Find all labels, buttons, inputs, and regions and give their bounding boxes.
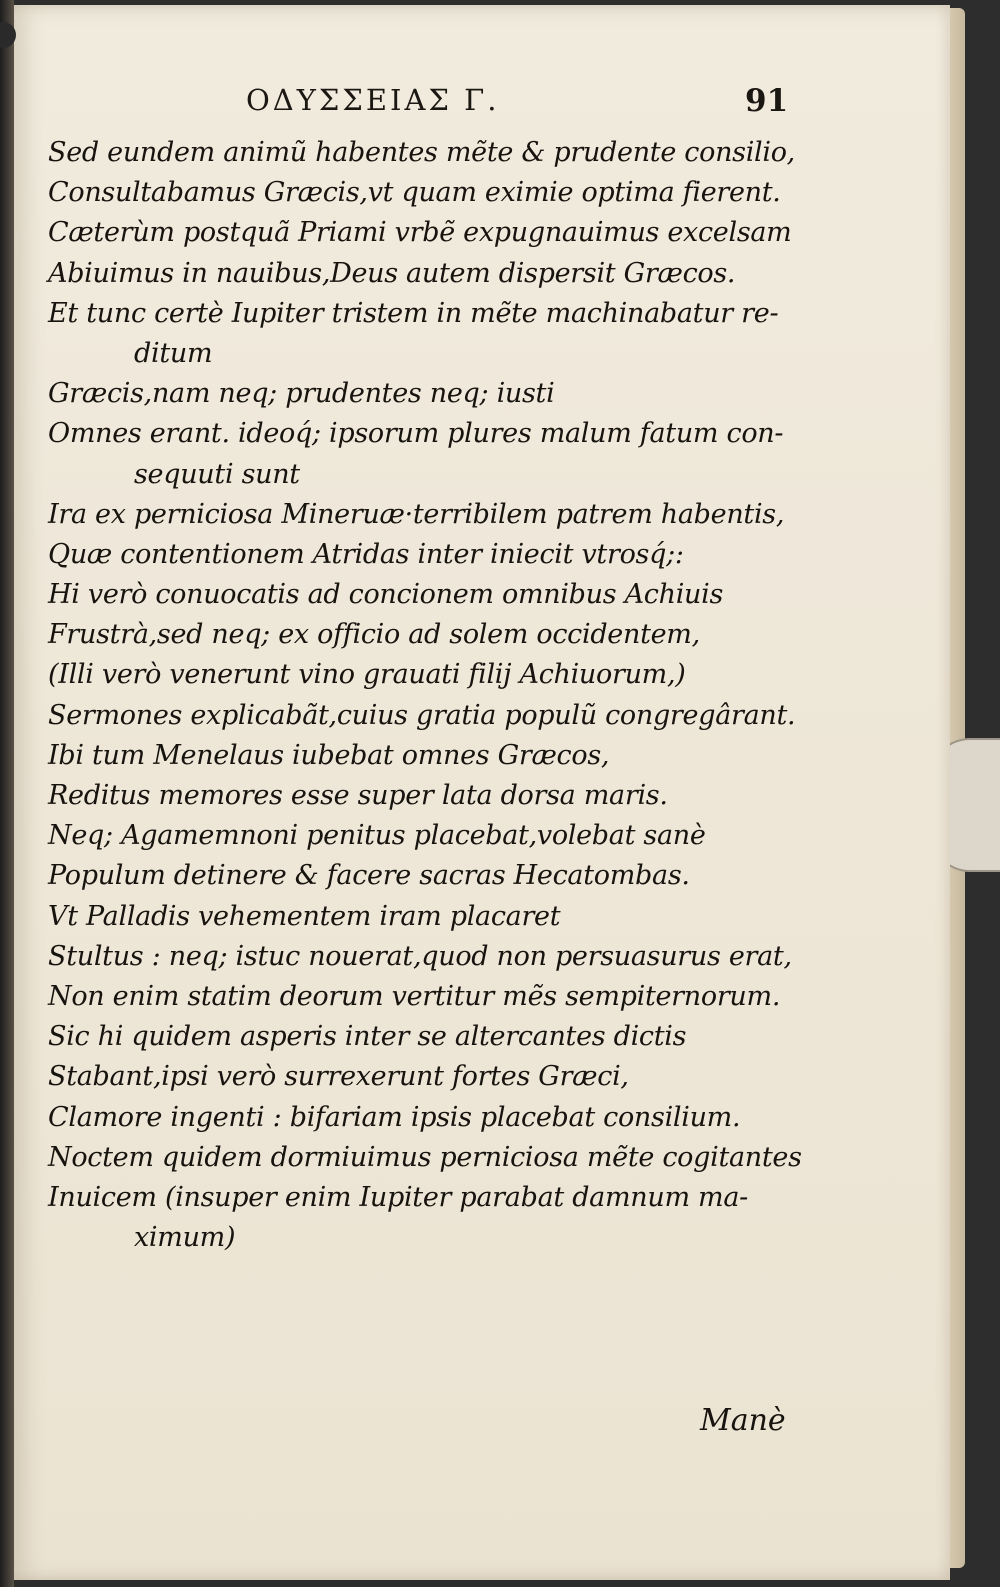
text-line: Sed eundem animũ habentes mẽte & prudente consilio,	[48, 137, 795, 168]
text-line: Populum detinere & facere sacras Hecatombas.	[48, 860, 690, 892]
text-line: Frustrà,sed neq; ex officio ad solem occidentem,	[48, 619, 700, 651]
catchword: Manè	[700, 1403, 786, 1438]
text-line: Quæ contentionem Atridas inter iniecit vtrosq́;:	[48, 538, 684, 570]
verse-text	[48, 133, 908, 1258]
page-header	[10, 83, 950, 123]
text-line: Stultus : neq; istuc nouerat,quod non persuasurus erat,	[48, 940, 792, 972]
text-line: Consultabamus Græcis,vt quam eximie optima fierent.	[48, 177, 781, 209]
text-line: (Illi verò venerunt vino grauati filij Achiuorum,)	[48, 659, 686, 691]
text-line: Noctem quidem dormiuimus perniciosa mẽte cogitantes	[48, 1141, 802, 1173]
text-line: Et tunc certè Iupiter tristem in mẽte machinabatur re-	[48, 297, 779, 329]
text-line: Cæterùm postquã Priami vrbẽ expugnauimus excelsam	[48, 217, 792, 249]
text-line: Sermones explicabãt,cuius gratia populũ congregârant.	[48, 699, 796, 731]
text-line: Non enim statim deorum vertitur mẽs sempiternorum.	[48, 980, 781, 1012]
text-line-continuation: ximum)	[134, 1222, 236, 1254]
text-line: Sic hi quidem asperis inter se altercantes dictis	[48, 1021, 687, 1053]
text-line: Vt Palladis vehementem iram placaret	[48, 900, 561, 932]
text-line: Omnes erant. ideoq́; ipsorum plures malum fatum con-	[48, 418, 784, 450]
text-line: Stabant,ipsi verò surrexerunt fortes Græci,	[48, 1061, 629, 1093]
text-line-continuation: ditum	[134, 337, 213, 369]
text-line-continuation: sequuti sunt	[134, 458, 300, 490]
text-line: Reditus memores esse super lata dorsa maris.	[48, 780, 668, 811]
text-line: Ira ex perniciosa Mineruæ·terribilem patrem habentis,	[48, 498, 785, 530]
text-line: Neq; Agamemnoni penitus placebat,volebat sanè	[48, 820, 706, 852]
book-page	[10, 5, 950, 1580]
text-line: Abiuimus in nauibus,Deus autem dispersit Græcos.	[48, 257, 736, 289]
facing-page-edge	[0, 0, 14, 1587]
text-line: Hi verò conuocatis ad concionem omnibus Achiuis	[48, 579, 724, 611]
text-line: Inuicem (insuper enim Iupiter parabat damnum ma-	[48, 1181, 748, 1213]
text-line: Græcis,nam neq; prudentes neq; iusti	[48, 378, 555, 410]
text-line: Ibi tum Menelaus iubebat omnes Græcos,	[48, 739, 610, 771]
page-number: 91	[745, 83, 789, 119]
text-line: Clamore ingenti : bifariam ipsis placebat consilium.	[48, 1101, 741, 1133]
running-head: ΟΔΥΣΣΕΙΑΣ Γ.	[246, 83, 500, 117]
